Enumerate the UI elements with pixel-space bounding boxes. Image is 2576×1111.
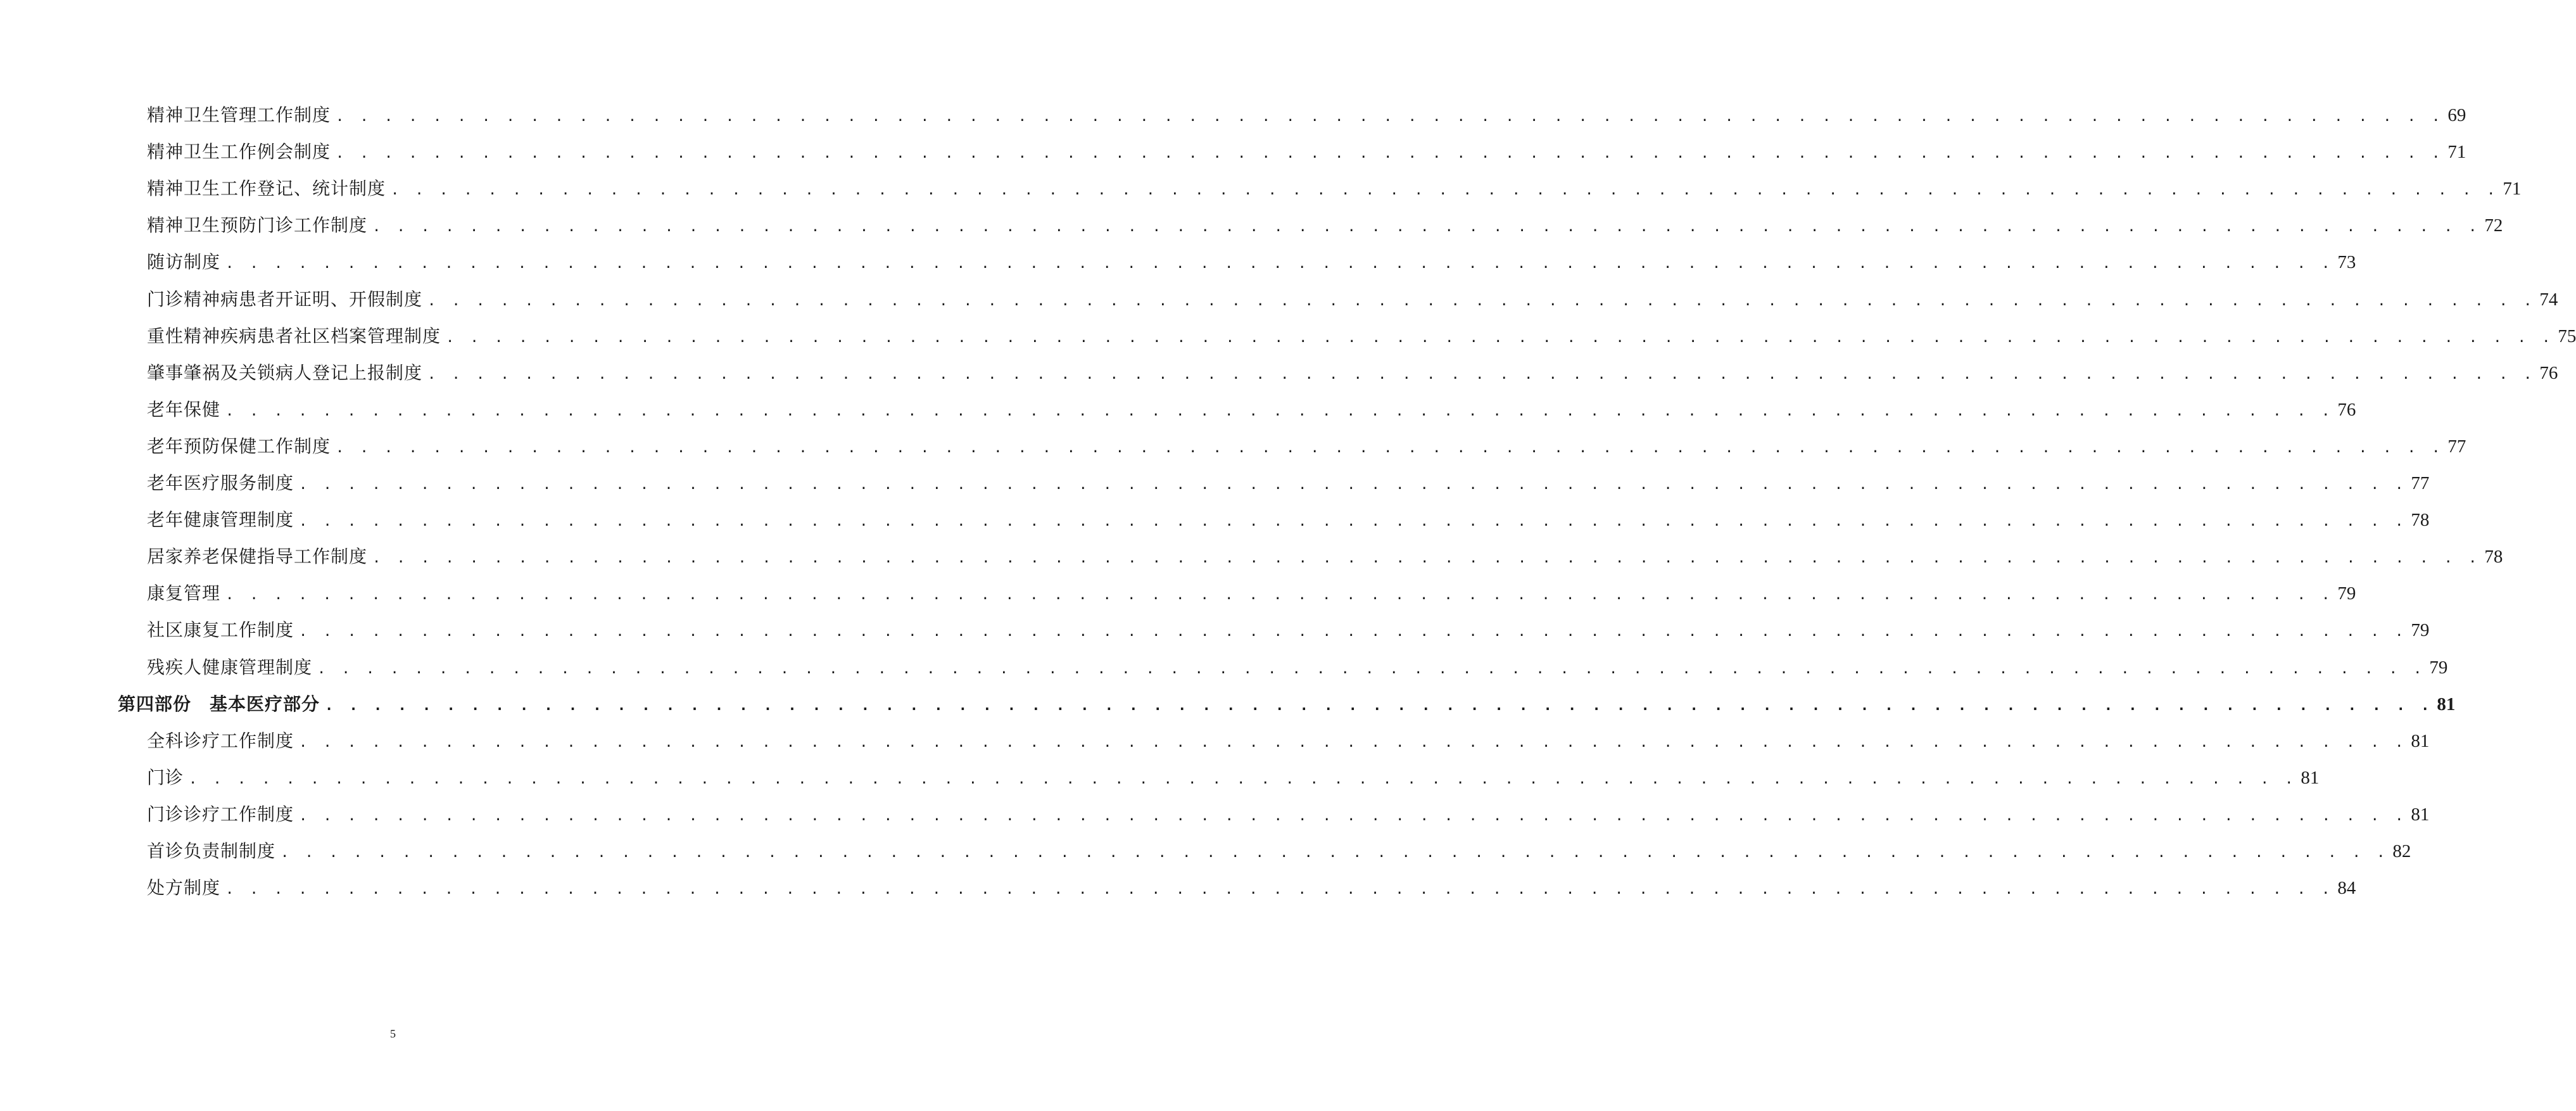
toc-entry-page-number: 82	[2392, 841, 2411, 861]
toc-dot-leader: . . . . . . . . . . . . . . . . . . . . . . . . . . . . . . . . . . . . . . . . . . . . . . . . . . . . . . . . . . . . . . . . . . . . . . . . . . . . . . . . . . . . . . .	[299, 624, 2408, 640]
toc-entry[interactable]	[147, 581, 2356, 606]
toc-entry-page-number: 77	[2411, 473, 2430, 493]
toc-entry[interactable]	[147, 471, 2430, 496]
toc-entry[interactable]	[147, 802, 2430, 827]
toc-dot-leader: . . . . . . . . . . . . . . . . . . . . . . . . . . . . . . . . . . . . . . . . . . . . . . . . . . . . . . . . . . . . . . . . . . . . . . . . . . . . . . . . . . . . . . .	[225, 882, 2334, 898]
toc-entry[interactable]	[147, 103, 2466, 128]
toc-dot-leader: . . . . . . . . . . . . . . . . . . . . . . . . . . . . . . . . . . . . . . . . . . . . . . . . . . . . . . . . . . . . . . . . . . . . . . . . . . . . . . . . . . . . . . .	[225, 587, 2334, 604]
toc-entry[interactable]	[147, 434, 2466, 459]
toc-entry-title: 老年健康管理制度	[147, 509, 294, 531]
toc-dot-leader: . . . . . . . . . . . . . . . . . . . . . . . . . . . . . . . . . . . . . . . . . . . . . . . . . . . . . . . . . . . . . . . . . . . . . . . . . . . . . . . . . . . . . . .	[427, 366, 2536, 383]
toc-entry-title: 精神卫生工作例会制度	[147, 141, 331, 163]
toc-entry-page-number: 81	[2411, 730, 2430, 751]
toc-entry[interactable]	[147, 765, 2320, 790]
toc-entry[interactable]	[147, 655, 2448, 680]
toc-entry-title: 门诊诊疗工作制度	[147, 803, 294, 825]
toc-entry-page-number: 73	[2337, 252, 2356, 273]
toc-dot-leader: . . . . . . . . . . . . . . . . . . . . . . . . . . . . . . . . . . . . . . . . . . . . . . . . . . . . . . . . . . . . . . . . . . . . . . . . . . . . . . . . . . . . . . .	[372, 219, 2481, 236]
toc-entry[interactable]	[147, 397, 2356, 422]
toc-entry-title: 精神卫生管理工作制度	[147, 105, 331, 125]
toc-entry[interactable]	[147, 324, 2576, 349]
toc-entry-page-number: 77	[2447, 436, 2466, 457]
toc-entry-page-number: 72	[2484, 215, 2503, 236]
toc-entry-title: 老年预防保健工作制度	[147, 435, 331, 457]
toc-dot-leader: . . . . . . . . . . . . . . . . . . . . . . . . . . . . . . . . . . . . . . . . . . . . . . . . . . . . . . . . . . . . . . . . . . . . . . . . . . . . . . . . . . . . . . .	[225, 256, 2334, 272]
toc-entry-page-number: 74	[2539, 289, 2558, 310]
toc-entry[interactable]	[147, 544, 2503, 569]
toc-dot-leader: . . . . . . . . . . . . . . . . . . . . . . . . . . . . . . . . . . . . . . . . . . . . . . . . . . . . . . . . . . . . . . . . . . . . . . . . . . . . . . . . . . . . . . .	[427, 293, 2536, 309]
toc-entry-title: 第四部份 基本医疗部分	[118, 693, 320, 714]
toc-entry[interactable]	[147, 507, 2430, 533]
toc-entry-title: 处方制度	[147, 877, 221, 899]
toc-entry-page-number: 79	[2429, 657, 2448, 678]
toc-entry[interactable]	[147, 875, 2356, 901]
toc-dot-leader: . . . . . . . . . . . . . . . . . . . . . . . . . . . . . . . . . . . . . . . . . . . . . . . . . . . . . . . . . . . . . . . . . . . . . . . . . . . . . . . . . . . . . . .	[336, 146, 2444, 162]
toc-entry[interactable]	[147, 618, 2430, 643]
toc-section-heading[interactable]	[118, 692, 2456, 717]
toc-entry-page-number: 71	[2447, 142, 2466, 163]
toc-entry-title: 门诊	[147, 766, 184, 788]
toc-entry-page-number: 75	[2558, 326, 2576, 346]
page-number: 5	[390, 1027, 396, 1040]
toc-entry-page-number: 78	[2411, 510, 2430, 531]
toc-dot-leader: . . . . . . . . . . . . . . . . . . . . . . . . . . . . . . . . . . . . . . . . . . . . . . . . . . . . . . . . . . . . . . . . . . . . . . . . . . . . . . . . . . . . . . .	[299, 734, 2408, 751]
toc-entry[interactable]	[147, 728, 2430, 754]
toc-entry-title: 老年保健	[147, 398, 221, 420]
toc-entry-title: 随访制度	[147, 251, 221, 273]
toc-entry[interactable]	[147, 250, 2356, 275]
toc-entry-title: 残疾人健康管理制度	[147, 656, 313, 678]
toc-entry-title: 居家养老保健指导工作制度	[147, 546, 368, 568]
toc-entry-page-number: 76	[2539, 362, 2558, 383]
toc-entry-title: 重性精神疾病患者社区档案管理制度	[147, 325, 441, 346]
toc-dot-leader: . . . . . . . . . . . . . . . . . . . . . . . . . . . . . . . . . . . . . . . . . . . . . . . . . . . . . . . . . . . . . . . . . . . . . . . . . . . . . . . . . . . . . . .	[299, 808, 2408, 824]
toc-dot-leader: . . . . . . . . . . . . . . . . . . . . . . . . . . . . . . . . . . . . . . . . . . . . . . . . . . . . . . . . . . . . . . . . . . . . . . . . . . . . . . . . . . . . . . .	[372, 550, 2481, 567]
toc-dot-leader: . . . . . . . . . . . . . . . . . . . . . . . . . . . . . . . . . . . . . . . . . . . . . . . . . . . . . . . . . . . . . . . . . . . . . . . . . . . . . . . . . . . . . . .	[299, 514, 2408, 530]
toc-dot-leader: . . . . . . . . . . . . . . . . . . . . . . . . . . . . . . . . . . . . . . . . . . . . . . . . . . . . . . . . . . . . . . . . . . . . . . . . . . . . . . . . . . . . . . .	[446, 329, 2554, 346]
toc-dot-leader: . . . . . . . . . . . . . . . . . . . . . . . . . . . . . . . . . . . . . . . . . . . . . . . . . . . . . . . . . . . . . . . . . . . . . . . . . . . . . . . . . . . . . . .	[281, 845, 2389, 861]
toc-dot-leader: . . . . . . . . . . . . . . . . . . . . . . . . . . . . . . . . . . . . . . . . . . . . . . . . . . . . . . . . . . . . . . . . . . . . . . . . . . . . . . . . . . . . . . .	[225, 403, 2334, 419]
toc-entry[interactable]	[147, 287, 2558, 312]
toc-entry[interactable]	[147, 360, 2558, 386]
toc-entry[interactable]	[147, 213, 2503, 238]
toc-entry-page-number: 81	[2301, 767, 2320, 788]
toc-entry-title: 精神卫生预防门诊工作制度	[147, 215, 368, 236]
toc-entry-page-number: 81	[2437, 694, 2456, 714]
toc-entry[interactable]	[147, 139, 2466, 165]
toc-entry-title: 全科诊疗工作制度	[147, 730, 294, 751]
toc-dot-leader: . . . . . . . . . . . . . . . . . . . . . . . . . . . . . . . . . . . . . . . . . . . . . . . . . . . . . . . . . . . . . . . . . . . . . . . . . . . . . . . . . . . . . . .	[325, 697, 2434, 714]
toc-entry-title: 首诊负责制制度	[147, 841, 276, 861]
toc-entry-title: 老年医疗服务制度	[147, 473, 294, 493]
toc-entry-title: 精神卫生工作登记、统计制度	[147, 178, 386, 200]
toc-entry[interactable]	[147, 176, 2522, 201]
toc-entry-page-number: 79	[2411, 620, 2430, 641]
toc-entry-page-number: 76	[2337, 399, 2356, 420]
toc-dot-leader: . . . . . . . . . . . . . . . . . . . . . . . . . . . . . . . . . . . . . . . . . . . . . . . . . . . . . . . . . . . . . . . . . . . . . . . . . . . . . . . . . . . . . . .	[317, 661, 2426, 677]
toc-entry-title: 社区康复工作制度	[147, 619, 294, 641]
toc-entry-page-number: 79	[2337, 583, 2356, 604]
toc-entry-page-number: 69	[2447, 105, 2466, 125]
toc-entry[interactable]	[147, 839, 2411, 864]
toc-entry-page-number: 71	[2503, 179, 2522, 200]
toc-dot-leader: . . . . . . . . . . . . . . . . . . . . . . . . . . . . . . . . . . . . . . . . . . . . . . . . . . . . . . . . . . . . . . . . . . . . . . . . . . . . . . . . . . . . . . .	[391, 182, 2499, 199]
toc-entry-page-number: 81	[2411, 804, 2430, 825]
toc-entry-page-number: 84	[2337, 878, 2356, 899]
toc-entry-title: 肇事肇祸及关锁病人登记上报制度	[147, 362, 423, 383]
toc-dot-leader: . . . . . . . . . . . . . . . . . . . . . . . . . . . . . . . . . . . . . . . . . . . . . . . . . . . . . . . . . . . . . . . . . . . . . . . . . . . . . . . . . . . . . . .	[336, 440, 2444, 456]
toc-dot-leader: . . . . . . . . . . . . . . . . . . . . . . . . . . . . . . . . . . . . . . . . . . . . . . . . . . . . . . . . . . . . . . . . . . . . . . . . . . . . . . . . . . . . . . .	[336, 109, 2444, 125]
toc-entry-page-number: 78	[2484, 547, 2503, 568]
toc-entry-title: 康复管理	[147, 583, 221, 604]
toc-entry-title: 门诊精神病患者开证明、开假制度	[147, 288, 423, 310]
toc-dot-leader: . . . . . . . . . . . . . . . . . . . . . . . . . . . . . . . . . . . . . . . . . . . . . . . . . . . . . . . . . . . . . . . . . . . . . . . . . . . . . . . . . . . . . . .	[189, 771, 2297, 787]
toc-dot-leader: . . . . . . . . . . . . . . . . . . . . . . . . . . . . . . . . . . . . . . . . . . . . . . . . . . . . . . . . . . . . . . . . . . . . . . . . . . . . . . . . . . . . . . .	[299, 477, 2408, 493]
